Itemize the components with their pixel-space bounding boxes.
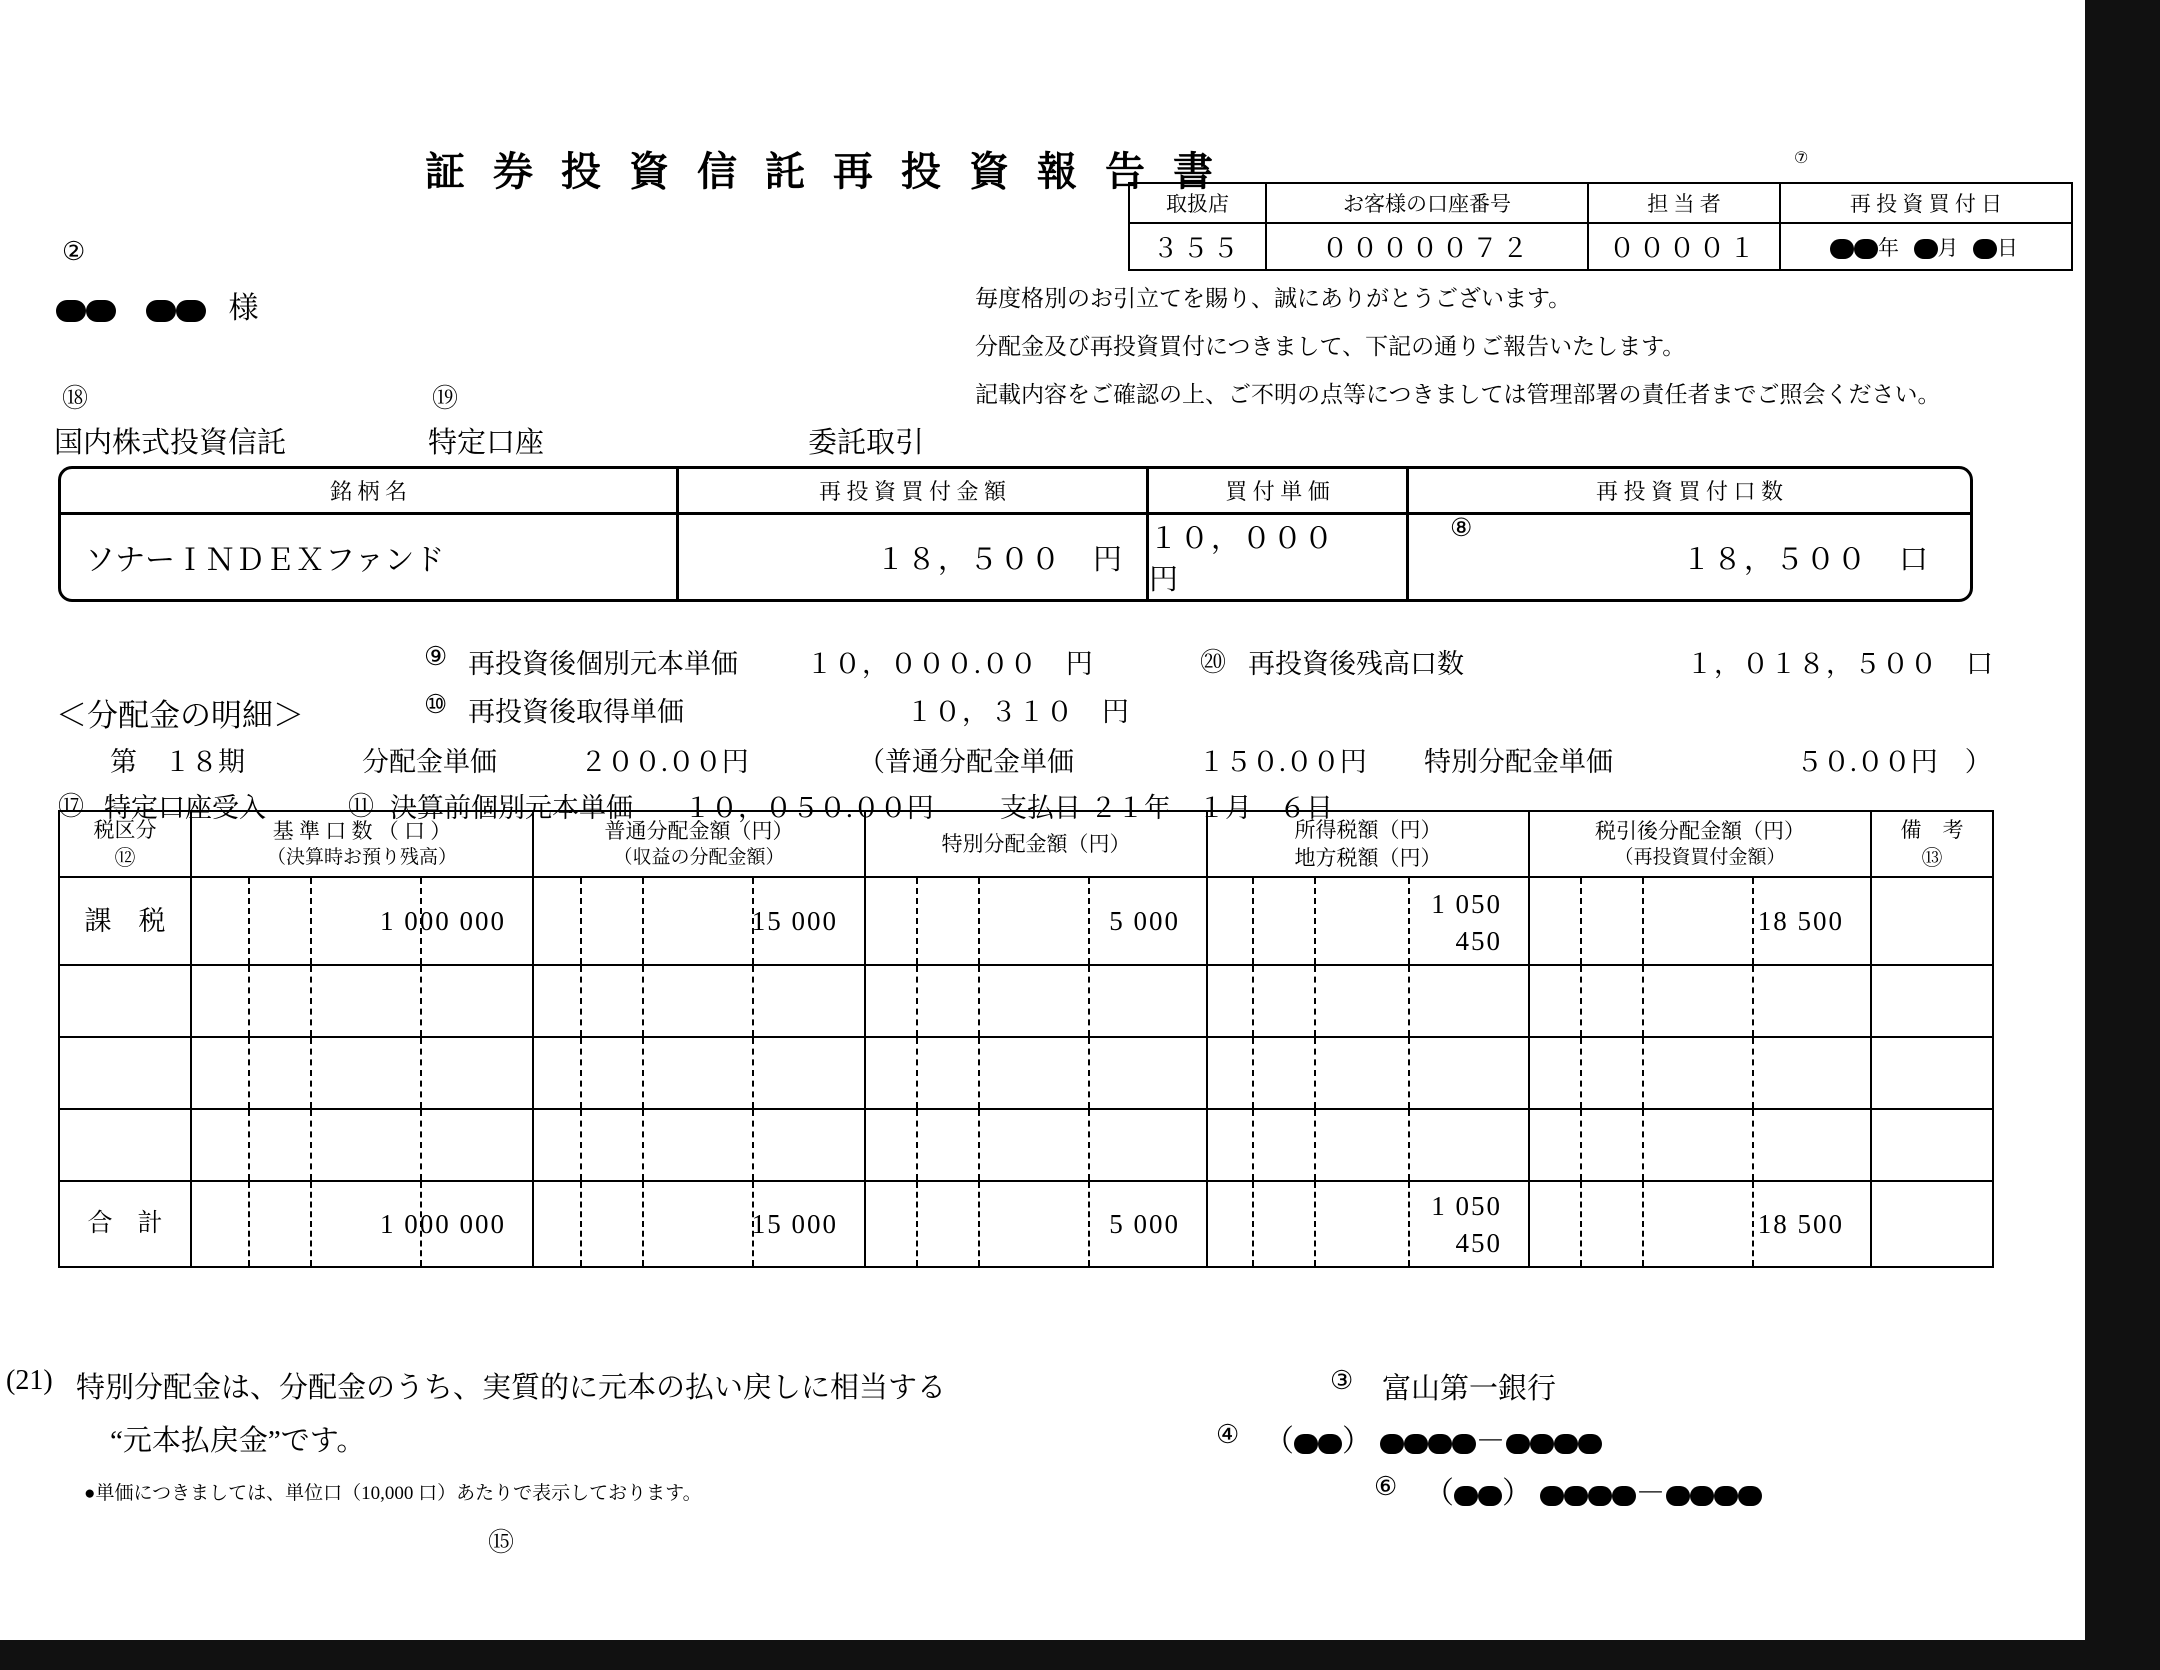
mark-20: ⑳ xyxy=(1200,648,1227,677)
mark-19: ⑲ xyxy=(432,384,459,413)
redacted-block-icon xyxy=(1714,1486,1738,1506)
td-base-units xyxy=(191,1109,533,1181)
mark-12: ⑫ xyxy=(114,846,136,870)
redacted-block-icon xyxy=(1540,1486,1564,1506)
phone-2: （ ） － xyxy=(1424,1468,1762,1512)
ordinary-dist-value: １５０.００円 xyxy=(1198,747,1367,777)
td-note xyxy=(1871,965,1993,1037)
header-info-row-values xyxy=(1129,223,2072,270)
td-total-label: 合 計 xyxy=(59,1181,191,1267)
mark-3: ③ xyxy=(1330,1366,1354,1395)
td-special: 5 000 xyxy=(865,877,1207,965)
dist-detail-title: ＜分配金の明細＞ xyxy=(56,698,304,733)
redacted-block-icon xyxy=(1404,1434,1428,1454)
redacted-block-icon xyxy=(1506,1434,1530,1454)
greeting-line-1: 毎度格別のお引立てを賜り、誠にありがとうございます。 xyxy=(975,286,1572,311)
td-ordinary xyxy=(533,1037,865,1109)
redacted-block-icon xyxy=(1666,1486,1690,1506)
stock-value-unitprice: １０，０００ 円 xyxy=(1149,515,1409,599)
line9-label: 再投資後個別元本単価 xyxy=(468,649,738,679)
tax-detail-header-row xyxy=(59,811,1993,877)
td-total-tax: 1 050 450 xyxy=(1207,1181,1529,1267)
trade-type-label: 委託取引 xyxy=(808,427,925,459)
header-value-staff: ００００１ xyxy=(1588,223,1780,270)
header-label-branch: 取扱店 xyxy=(1129,183,1266,223)
line20-value: １，０１８，５００ 口 xyxy=(1686,649,1994,679)
redacted-block-icon xyxy=(1914,239,1938,259)
redacted-block-icon xyxy=(86,300,116,322)
th-special: 特別分配金額（円） xyxy=(865,811,1207,877)
td-base-units xyxy=(191,1037,533,1109)
header-value-account: ０００００７２ xyxy=(1266,223,1588,270)
customer-name xyxy=(56,283,259,327)
redacted-block-icon xyxy=(1454,1486,1478,1506)
redacted-block-icon xyxy=(1530,1434,1554,1454)
table-row xyxy=(59,965,1993,1037)
td-note xyxy=(1871,877,1993,965)
td-base-units: 1 000 000 xyxy=(191,877,533,965)
header-info-table xyxy=(1128,182,2073,271)
header-value-branch: ３５５ xyxy=(1129,223,1266,270)
th-note: 備 考 ⑬ xyxy=(1871,811,1993,877)
stock-value-name: ソナーＩＮＤＥＸファンド xyxy=(61,515,679,599)
customer-suffix: 様 xyxy=(228,292,259,325)
redacted-block-icon xyxy=(1830,239,1854,259)
stock-table xyxy=(58,466,1973,602)
td-total-base-units: 1 000 000 xyxy=(191,1181,533,1267)
redacted-block-icon xyxy=(1588,1486,1612,1506)
stock-header-name: 銘 柄 名 xyxy=(61,469,679,515)
account-type-label: 特定口座 xyxy=(428,427,545,459)
header-label-staff: 担 当 者 xyxy=(1588,183,1780,223)
td-tax-class xyxy=(59,1109,191,1181)
redacted-block-icon xyxy=(1428,1434,1452,1454)
redacted-block-icon xyxy=(1612,1486,1636,1506)
td-tax xyxy=(1207,965,1529,1037)
header-value-date: 年 月 日 xyxy=(1780,223,2072,270)
mark-10: ⑩ xyxy=(424,690,448,719)
table-row xyxy=(59,877,1993,965)
bank-name: 富山第一銀行 xyxy=(1382,1373,1557,1405)
td-special xyxy=(865,1109,1207,1181)
td-after-tax xyxy=(1529,1037,1871,1109)
ordinary-dist-label: （普通分配金単価 xyxy=(858,747,1074,777)
td-ordinary xyxy=(533,965,865,1037)
special-dist-value: ５０.００円 ） xyxy=(1796,747,1992,777)
th-base-units: 基 準 口 数 （ 口 ） （決算時お預り残高） xyxy=(191,811,533,877)
table-row xyxy=(59,1109,1993,1181)
redacted-block-icon xyxy=(146,300,176,322)
pay-date-value: ２１年 １月 ６日 xyxy=(1090,793,1333,823)
redacted-block-icon xyxy=(1452,1434,1476,1454)
mark-8: ⑧ xyxy=(1450,515,1473,542)
td-special xyxy=(865,1037,1207,1109)
mark-17: ⑰ xyxy=(58,792,85,821)
td-after-tax xyxy=(1529,965,1871,1037)
stock-value-amount: １８，５００ 円 xyxy=(679,515,1149,599)
th-after-tax: 税引後分配金額（円） （再投資買付金額） xyxy=(1529,811,1871,877)
pay-date-label: 支払日 xyxy=(1000,793,1081,823)
dist-unit-value: ２００.００円 xyxy=(580,747,749,777)
line11-value: １０，０５０.００円 xyxy=(684,793,934,823)
td-tax xyxy=(1207,1109,1529,1181)
redacted-block-icon xyxy=(1690,1486,1714,1506)
mark-21: (21) xyxy=(6,1365,53,1396)
stock-header-amount: 再 投 資 買 付 金 額 xyxy=(679,469,1149,515)
note21-line1: 特別分配金は、分配金のうち、実質的に元本の払い戻しに相当する xyxy=(76,1372,947,1404)
header-label-date: 再 投 資 買 付 日 xyxy=(1780,183,2072,223)
td-ordinary xyxy=(533,1109,865,1181)
period-label: 第 １８期 xyxy=(110,747,245,777)
note-bullet: ●単価につきましては、単位口（10,000 口）あたりで表示しております。 xyxy=(84,1483,702,1504)
header-info-row-labels xyxy=(1129,183,2072,223)
redacted-block-icon xyxy=(1380,1434,1404,1454)
td-total-after-tax: 18 500 xyxy=(1529,1181,1871,1267)
mark-18: ⑱ xyxy=(62,384,89,413)
td-total-special: 5 000 xyxy=(865,1181,1207,1267)
header-label-account: お客様の口座番号 xyxy=(1266,183,1588,223)
page-title: 証 券 投 資 信 託 再 投 資 報 告 書 xyxy=(425,149,1222,194)
td-after-tax: 18 500 xyxy=(1529,877,1871,965)
redacted-block-icon xyxy=(1973,239,1997,259)
redacted-block-icon xyxy=(1318,1434,1342,1454)
td-note xyxy=(1871,1109,1993,1181)
phone-1: （ ） － xyxy=(1264,1416,1602,1460)
redacted-block-icon xyxy=(56,300,86,322)
redacted-block-icon xyxy=(1294,1434,1318,1454)
td-tax-class: 課 税 xyxy=(59,877,191,965)
th-tax: 所得税額（円） 地方税額（円） xyxy=(1207,811,1529,877)
td-base-units xyxy=(191,965,533,1037)
line9-value: １０，０００.００ 円 xyxy=(806,649,1094,679)
redacted-block-icon xyxy=(1854,239,1878,259)
line11-label: 決算前個別元本単価 xyxy=(390,793,633,823)
td-tax xyxy=(1207,1037,1529,1109)
redacted-block-icon xyxy=(1564,1486,1588,1506)
redacted-block-icon xyxy=(176,300,206,322)
td-total-note xyxy=(1871,1181,1993,1267)
note21-line2: “元本払戻金”です。 xyxy=(110,1425,366,1457)
greeting-line-2: 分配金及び再投資買付につきまして、下記の通りご報告いたします。 xyxy=(975,334,1686,359)
th-ordinary: 普通分配金額（円） （収益の分配金額） xyxy=(533,811,865,877)
mark-7: ⑦ xyxy=(1794,150,1809,167)
greeting-line-3: 記載内容をご確認の上、ご不明の点等につきましては管理部署の責任者までご照会ください。 xyxy=(975,382,1941,407)
table-row xyxy=(59,1037,1993,1109)
redacted-block-icon xyxy=(1478,1486,1502,1506)
redacted-block-icon xyxy=(1554,1434,1578,1454)
td-tax: 1 050 450 xyxy=(1207,877,1529,965)
stock-table-header-row xyxy=(61,469,1970,515)
stock-table-value-row xyxy=(61,515,1970,599)
td-special xyxy=(865,965,1207,1037)
line10-label: 再投資後取得単価 xyxy=(468,697,684,727)
stock-header-unitprice: 買 付 単 価 xyxy=(1149,469,1409,515)
redacted-block-icon xyxy=(1578,1434,1602,1454)
stock-header-units: 再 投 資 買 付 口 数 xyxy=(1409,469,1970,515)
td-ordinary: 15 000 xyxy=(533,877,865,965)
line10-value: １０，３１０ 円 xyxy=(906,697,1130,727)
line17-label: 特定口座受入 xyxy=(104,793,266,823)
mark-15: ⑮ xyxy=(488,1528,515,1557)
fund-type-label: 国内株式投資信託 xyxy=(54,427,287,459)
td-after-tax xyxy=(1529,1109,1871,1181)
mark-11: ⑪ xyxy=(348,792,375,821)
mark-2: ② xyxy=(62,237,86,266)
mark-4: ④ xyxy=(1216,1420,1240,1449)
redacted-block-icon xyxy=(1738,1486,1762,1506)
th-tax-class: 税区分 ⑫ xyxy=(59,811,191,877)
mark-13: ⑬ xyxy=(1921,846,1943,870)
td-tax-class xyxy=(59,965,191,1037)
td-tax-class xyxy=(59,1037,191,1109)
stock-value-units: １８，５００ 口 xyxy=(1681,543,1930,576)
dist-unit-label: 分配金単価 xyxy=(362,747,497,777)
table-total-row xyxy=(59,1181,1993,1267)
mark-6: ⑥ xyxy=(1374,1472,1398,1501)
tax-detail-table xyxy=(58,810,1994,1268)
line20-label: 再投資後残高口数 xyxy=(1248,649,1464,679)
special-dist-label: 特別分配金単価 xyxy=(1424,747,1613,777)
td-total-ordinary: 15 000 xyxy=(533,1181,865,1267)
mark-9: ⑨ xyxy=(424,642,448,671)
td-note xyxy=(1871,1037,1993,1109)
